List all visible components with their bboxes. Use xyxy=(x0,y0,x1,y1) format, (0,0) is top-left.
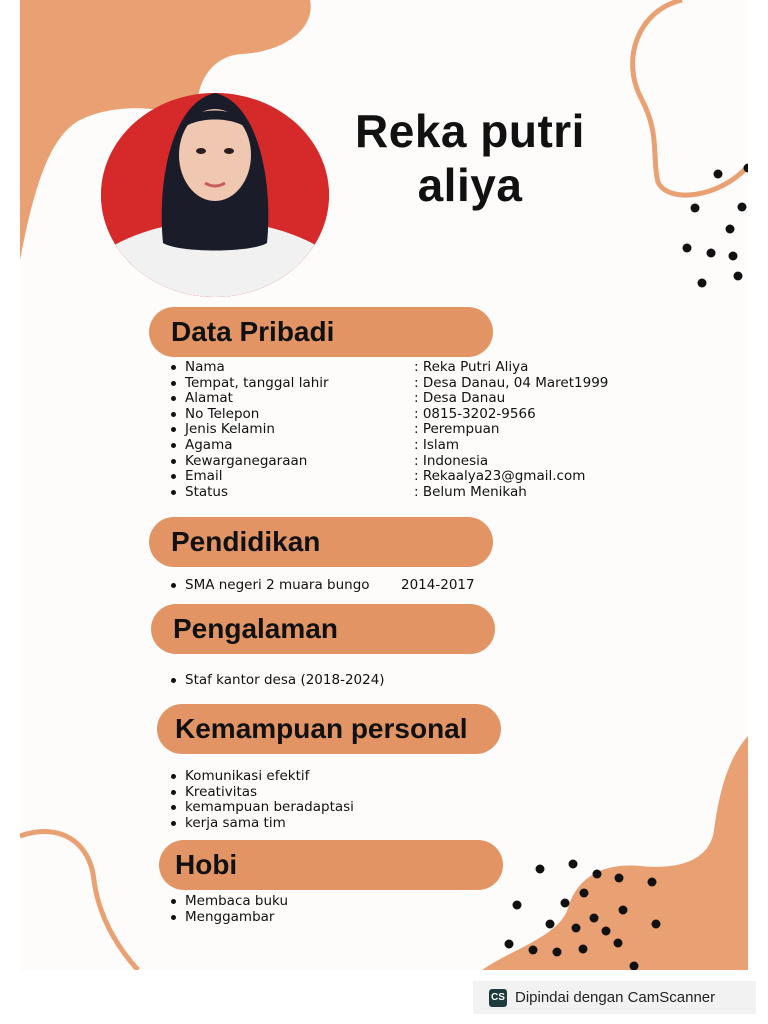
full-name: Reka putri aliya xyxy=(355,105,585,211)
section-header-kemampuan-personal: Kemampuan personal xyxy=(157,704,501,754)
list-item: Jenis Kelamin : Perempuan xyxy=(171,422,631,438)
profile-photo xyxy=(101,93,329,297)
list-item: Staf kantor desa (2018-2024) xyxy=(171,673,571,689)
list-item: kemampuan beradaptasi xyxy=(171,800,571,816)
section-header-hobi: Hobi xyxy=(159,840,503,890)
list-item: Membaca buku xyxy=(171,894,571,910)
list-item: Nama : Reka Putri Aliya xyxy=(171,360,631,376)
list-item: Alamat : Desa Danau xyxy=(171,391,631,407)
education-list xyxy=(171,578,571,594)
list-item: SMA negeri 2 muara bungo 2014-2017 xyxy=(171,578,571,594)
personal-data-list xyxy=(171,360,631,500)
camscanner-text: Dipindai dengan CamScanner xyxy=(515,989,716,1006)
list-item: Menggambar xyxy=(171,910,571,926)
list-item: Status : Belum Menikah xyxy=(171,485,631,501)
list-item: Email : Rekaalya23@gmail.com xyxy=(171,469,631,485)
list-item: No Telepon : 0815-3202-9566 xyxy=(171,407,631,423)
section-header-pengalaman: Pengalaman xyxy=(151,604,495,654)
skills-list xyxy=(171,769,571,831)
bottom-left-curve xyxy=(20,832,138,970)
top-right-curve xyxy=(633,0,748,195)
list-item: Kewarganegaraan : Indonesia xyxy=(171,454,631,470)
camscanner-logo-icon: CS xyxy=(489,989,507,1007)
section-header-data-pribadi: Data Pribadi xyxy=(149,307,493,357)
list-item: Komunikasi efektif xyxy=(171,769,571,785)
list-item: Kreativitas xyxy=(171,785,571,801)
top-right-dots xyxy=(683,164,749,288)
list-item: Tempat, tanggal lahir : Desa Danau, 04 Maret1999 xyxy=(171,376,631,392)
resume-page xyxy=(20,0,748,970)
section-header-pendidikan: Pendidikan xyxy=(149,517,493,567)
experience-list xyxy=(171,673,571,689)
list-item: Agama : Islam xyxy=(171,438,631,454)
list-item: kerja sama tim xyxy=(171,816,571,832)
camscanner-watermark xyxy=(473,981,756,1014)
hobby-list xyxy=(171,894,571,925)
